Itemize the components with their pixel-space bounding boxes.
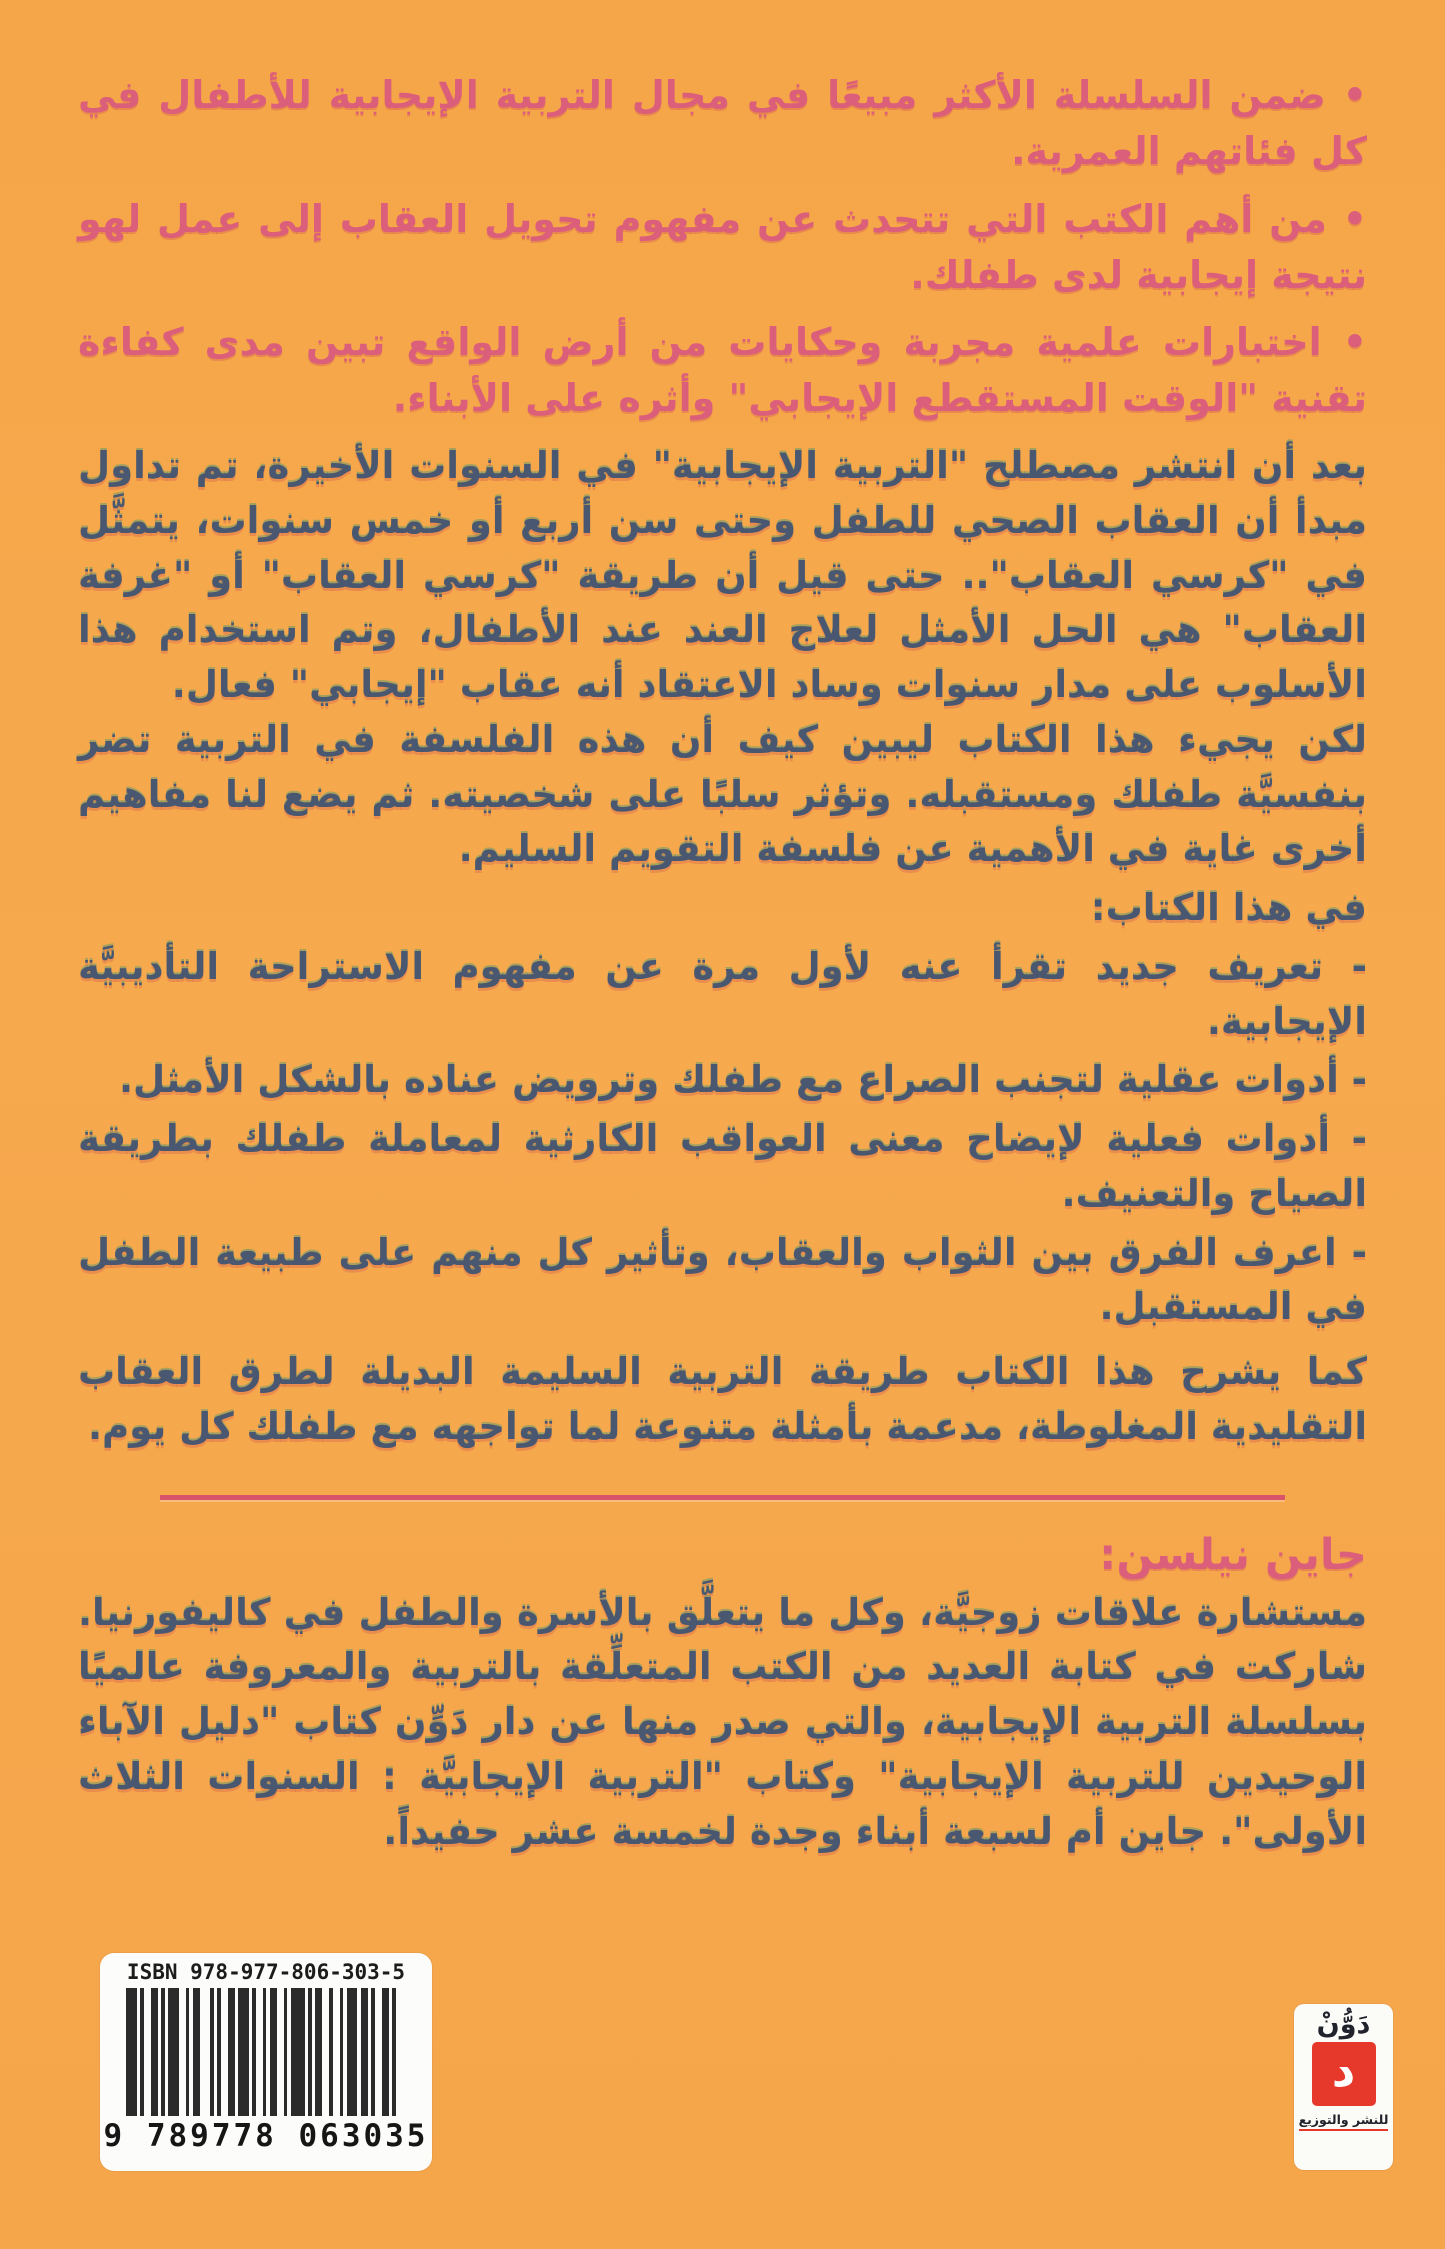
publisher-logo-icon — [1312, 2042, 1376, 2106]
book-feature-2: - أدوات عقلية لتجنب الصراع مع طفلك وترويض عناده بالشكل الأمثل. — [119, 1058, 1367, 1102]
intro-paragraph-1: بعد أن انتشر مصطلح "التربية الإيجابية" في السنوات الأخيرة، تم تداول مبدأ أن العقاب الصحي للطفل وحتى سن أربع أو خمس سنوات، يتمثَّل في "كرسي العقاب".. حتى قيل أن طريقة "كرسي العقاب" أو "غرفة العقاب" هي الحل الأمثل لعلاج العند عند الأطفال، وتم استخدام هذا الأسلوب على مدار سنوات وساد الاعتقاد أنه عقاب "إيجابي" فعال. — [78, 444, 1367, 707]
barcode-bars-icon — [126, 1988, 406, 2116]
publisher-tagline: للنشر والتوزيع — [1299, 2112, 1389, 2131]
in-this-book-heading: في هذا الكتاب: — [1090, 886, 1367, 930]
author-name-heading: جاين نيلسن: — [1099, 1529, 1367, 1580]
book-feature-1: - تعريف جديد تقرأ عنه لأول مرة عن مفهوم الاستراحة التأديبيَّة الإيجابية. — [78, 944, 1367, 1043]
intro-paragraph-2: لكن يجيء هذا الكتاب ليبين كيف أن هذه الفلسفة في التربية تضر بنفسيَّة طفلك ومستقبله. وتؤثر سلبًا على شخصيته. ثم يضع لنا مفاهيم أخرى غاية في الأهمية عن فلسفة التقويم السليم. — [78, 717, 1367, 871]
selling-point-3: • اختبارات علمية مجربة وحكايات من أرض الواقع تبين مدى كفاءة تقنية "الوقت المستقطع الإيجابي" وأثره على الأبناء. — [78, 320, 1367, 421]
publisher-logo-wordmark: دَوُّنْ — [1316, 2009, 1371, 2040]
publisher-logo — [1294, 2004, 1393, 2170]
closing-paragraph: كما يشرح هذا الكتاب طريقة التربية السليمة البديلة لطرق العقاب التقليدية المغلوطة، مدعمة بأمثلة متنوعة لما تواجهه مع طفلك كل يوم. — [78, 1350, 1367, 1448]
selling-point-2: • من أهم الكتب التي تتحدث عن مفهوم تحويل العقاب إلى عمل لهو نتيجة إيجابية لدى طفلك. — [78, 196, 1367, 297]
barcode-digits: 9 789778 063035 — [103, 2118, 429, 2154]
isbn-label: ISBN 978-977-806-303-5 — [126, 1960, 406, 1984]
separator-line — [160, 1495, 1285, 1500]
selling-point-1: • ضمن السلسلة الأكثر مبيعًا في مجال التربية الإيجابية للأطفال في كل فئاتهم العمرية. — [78, 73, 1367, 173]
isbn-barcode — [100, 1953, 432, 2171]
publisher-logo-letter: د — [1331, 2042, 1356, 2097]
book-feature-3: - أدوات فعلية لإيضاح معنى العواقب الكارثية لمعاملة طفلك بطريقة الصياح والتعنيف. — [78, 1117, 1367, 1215]
book-feature-4: - اعرف الفرق بين الثواب والعقاب، وتأثير كل منهم على طبيعة الطفل في المستقبل. — [78, 1230, 1367, 1329]
author-bio: مستشارة علاقات زوجيَّة، وكل ما يتعلَّق بالأسرة والطفل في كاليفورنيا. شاركت في كتابة العديد من الكتب المتعلِّقة بالتربية والمعروفة عالميًا بسلسلة التربية الإيجابية، والتي صدر منها عن دار دَوِّن كتاب "دليل الآباء الوحيدين للتربية الإيجابية" وكتاب "التربية الإيجابيَّة : السنوات الثلاث الأولى". جاين أم لسبعة أبناء وجدة لخمسة عشر حفيداً. — [78, 1590, 1367, 1853]
